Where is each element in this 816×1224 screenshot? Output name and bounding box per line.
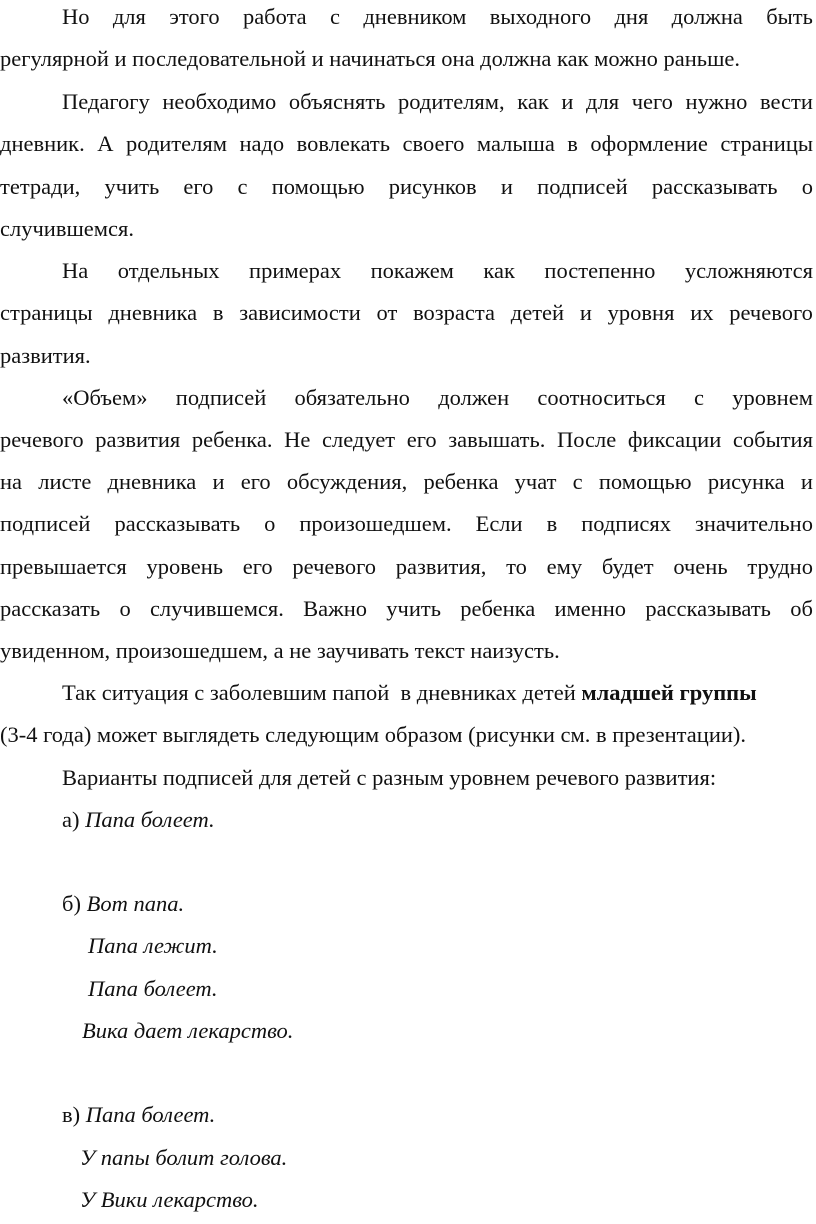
word: в xyxy=(212,300,224,325)
word: и xyxy=(579,300,592,325)
word: покажем xyxy=(370,258,454,283)
word: учить xyxy=(104,174,160,199)
variant-c xyxy=(62,1100,215,1130)
variant-c-label: в) xyxy=(62,1102,86,1127)
word: подписей xyxy=(537,174,628,199)
word: Но xyxy=(62,4,90,29)
word: отдельных xyxy=(117,258,220,283)
word: будет xyxy=(601,554,654,579)
paragraph-1-line-1 xyxy=(62,2,813,32)
word: с xyxy=(237,174,248,199)
word: развития xyxy=(95,427,181,452)
word: чего xyxy=(631,89,673,114)
word: листе xyxy=(38,469,92,494)
word: помощью xyxy=(271,174,365,199)
word: дневником xyxy=(363,4,467,29)
word: оформление xyxy=(590,131,708,156)
variant-c-line-1: Папа болеет. xyxy=(85,1102,216,1127)
word: После xyxy=(557,427,617,452)
paragraph-4-line-7: увиденном, произошедшем, а не заучивать текст наизусть. xyxy=(0,638,560,663)
word: то xyxy=(506,554,527,579)
word: превышается xyxy=(0,554,127,579)
word: трудно xyxy=(747,554,813,579)
word: произошедшем. xyxy=(299,511,452,536)
word: с xyxy=(572,469,583,494)
word: малыша xyxy=(476,131,555,156)
word: вовлекать xyxy=(296,131,391,156)
word: страницы xyxy=(0,300,93,325)
variant-b xyxy=(62,889,184,919)
variant-b-line-4 xyxy=(82,1016,293,1046)
word: речевого xyxy=(729,300,813,325)
word: зависимости xyxy=(239,300,361,325)
paragraph-4-line-5 xyxy=(0,552,813,582)
word: о xyxy=(264,511,276,536)
word: объяснять xyxy=(288,89,386,114)
word: на xyxy=(0,469,23,494)
word: в xyxy=(546,511,558,536)
word: для xyxy=(586,89,620,114)
word: дня xyxy=(614,4,649,29)
variant-c-line-2 xyxy=(80,1143,287,1173)
word: для xyxy=(112,4,146,29)
word: речевого xyxy=(292,554,377,579)
paragraph-3-line-2 xyxy=(0,298,813,328)
word: «Объем» xyxy=(62,385,148,410)
variant-b-label: б) xyxy=(62,891,87,916)
word: обязательно xyxy=(294,385,410,410)
word: подписях xyxy=(581,511,671,536)
paragraph-2-line-4: случившемся. xyxy=(0,216,134,241)
paragraph-4-line-6 xyxy=(0,594,813,624)
word: вести xyxy=(759,89,813,114)
variant-a-line-1: Папа болеет. xyxy=(85,807,215,832)
word: Не xyxy=(284,427,311,452)
word: подписей xyxy=(175,385,267,410)
word: и xyxy=(800,469,813,494)
word: и xyxy=(500,174,513,199)
word: учат xyxy=(514,469,557,494)
word: уровня xyxy=(607,300,675,325)
word: рассказывать xyxy=(651,174,778,199)
word: речевого xyxy=(0,427,84,452)
word: усложняются xyxy=(684,258,813,283)
word: возраста xyxy=(413,300,496,325)
word: рисунка xyxy=(707,469,785,494)
word: завышать. xyxy=(448,427,546,452)
word: детей xyxy=(510,300,565,325)
paragraph-4-line-1 xyxy=(62,383,813,413)
variant-b-line-3 xyxy=(88,974,218,1004)
word: очень xyxy=(673,554,728,579)
variant-b-line-2 xyxy=(88,931,218,961)
word: этого xyxy=(169,4,220,29)
word: как xyxy=(483,258,515,283)
word: примерах xyxy=(249,258,342,283)
word: и xyxy=(561,89,574,114)
paragraph-5-line-1 xyxy=(62,678,757,708)
word: тетради, xyxy=(0,174,81,199)
word: его xyxy=(406,427,437,452)
word: уровнем xyxy=(732,385,813,410)
paragraph-4-line-4 xyxy=(0,509,813,539)
paragraph-3-line-3: развития. xyxy=(0,343,91,368)
word: и xyxy=(212,469,225,494)
word: выходного xyxy=(489,4,592,29)
paragraph-2-line-3 xyxy=(0,172,813,202)
word: ребенка xyxy=(460,596,536,621)
word: значительно xyxy=(694,511,813,536)
word: Важно xyxy=(303,596,367,621)
word: события xyxy=(732,427,813,452)
word: случившемся. xyxy=(149,596,284,621)
paragraph-6-line-1: Варианты подписей для детей с разным уровнем речевого развития: xyxy=(62,765,717,790)
paragraph-2-line-2 xyxy=(0,129,813,159)
word: Педагогу xyxy=(62,89,150,114)
word: его xyxy=(183,174,214,199)
paragraph-1-line-2: регулярной и последовательной и начинаться она должна как можно раньше. xyxy=(0,46,741,71)
word: его xyxy=(242,554,273,579)
word: родителям xyxy=(125,131,227,156)
word: работа xyxy=(242,4,307,29)
word: ребенка. xyxy=(191,427,273,452)
word: уровень xyxy=(146,554,224,579)
word: о xyxy=(119,596,131,621)
word: должен xyxy=(438,385,510,410)
variant-c-line-3 xyxy=(80,1185,259,1215)
word: учить xyxy=(386,596,441,621)
variant-c-line-2-text: У папы болит голова. xyxy=(80,1145,288,1170)
word: страницы xyxy=(720,131,813,156)
word: именно xyxy=(554,596,627,621)
paragraph-3-line-1 xyxy=(62,256,813,286)
word: соотноситься xyxy=(537,385,666,410)
word: А xyxy=(97,131,114,156)
word: об xyxy=(790,596,813,621)
word: родителям, xyxy=(398,89,505,114)
word: быть xyxy=(766,4,813,29)
word: рисунков xyxy=(388,174,477,199)
paragraph-4-line-2 xyxy=(0,425,813,455)
variant-c-line-3-text: У Вики лекарство. xyxy=(80,1187,259,1212)
variant-b-line-3-text: Папа болеет. xyxy=(88,976,218,1001)
word: следует xyxy=(322,427,396,452)
word: от xyxy=(376,300,398,325)
paragraph-5-line-2: (3-4 года) может выглядеть следующим образом (рисунки см. в презентации). xyxy=(0,722,747,747)
word: ребенка xyxy=(423,469,499,494)
variant-b-line-1: Вот папа. xyxy=(86,891,185,916)
word: их xyxy=(690,300,714,325)
word: На xyxy=(62,258,89,283)
word: в xyxy=(567,131,578,156)
word: надо xyxy=(239,131,285,156)
word: обсуждения, xyxy=(286,469,408,494)
word: ему xyxy=(546,554,583,579)
word: необходимо xyxy=(162,89,277,114)
paragraph-4-line-3 xyxy=(0,467,813,497)
paragraph-2-line-1 xyxy=(62,87,813,117)
word: рассказывать xyxy=(645,596,771,621)
word: нужно xyxy=(685,89,748,114)
word: своего xyxy=(402,131,465,156)
word: Если xyxy=(475,511,523,536)
word: помощью xyxy=(598,469,692,494)
paragraph-5-text: Так ситуация с заболевшим папой в дневниках детей xyxy=(62,680,582,705)
younger-group-emphasis: младшей группы xyxy=(581,680,757,705)
word: рассказывать xyxy=(114,511,241,536)
word: должна xyxy=(671,4,743,29)
word: дневника xyxy=(107,469,197,494)
variant-a xyxy=(62,805,215,835)
word: как xyxy=(517,89,549,114)
variant-b-line-4-text: Вика дает лекарство. xyxy=(82,1018,294,1043)
variant-b-line-2-text: Папа лежит. xyxy=(88,933,218,958)
word: рассказать xyxy=(0,596,101,621)
word: о xyxy=(801,174,813,199)
word: фиксации xyxy=(627,427,722,452)
word: его xyxy=(240,469,271,494)
variant-a-label: а) xyxy=(62,807,86,832)
word: дневника xyxy=(108,300,198,325)
word: развития, xyxy=(395,554,487,579)
word: подписей xyxy=(0,511,91,536)
word: с xyxy=(330,4,341,29)
word: с xyxy=(694,385,705,410)
word: дневник. xyxy=(0,131,85,156)
word: постепенно xyxy=(544,258,656,283)
